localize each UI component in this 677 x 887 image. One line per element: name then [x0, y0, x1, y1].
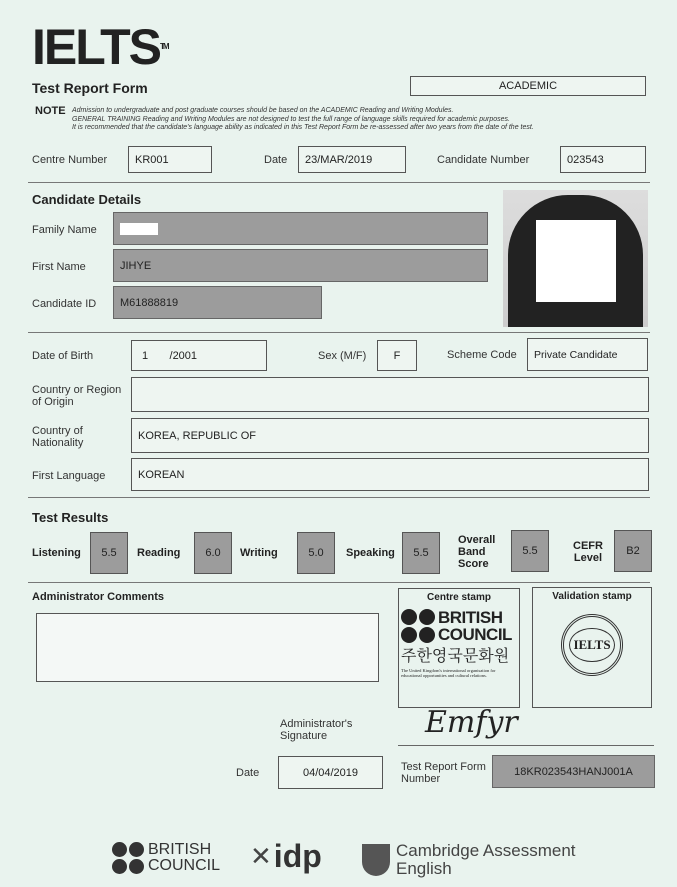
divider — [28, 332, 650, 333]
signature-line — [398, 745, 654, 746]
divider — [28, 182, 650, 183]
bc-dots-icon — [401, 609, 435, 643]
overall-score: 5.5 — [511, 530, 549, 572]
candidate-photo — [503, 190, 648, 327]
note-line: Admission to undergraduate and post graduate courses should be based on the ACADEMIC Reading and Writing Modules. — [72, 107, 454, 114]
candidate-id: M61888819 — [113, 286, 322, 319]
issue-date: 04/04/2019 — [278, 756, 383, 789]
first-name-label: First Name — [32, 261, 86, 273]
cefr-label: CEFR Level — [573, 540, 603, 564]
first-name: JIHYE — [113, 249, 488, 282]
centre-number-label: Centre Number — [32, 154, 108, 166]
note-label: NOTE — [35, 105, 66, 117]
seal-text: IELTS — [569, 628, 614, 662]
cambridge-shield-icon — [362, 844, 390, 876]
bc-korean: 주한영국문화원 — [401, 646, 510, 665]
british-council-stamp — [399, 609, 519, 643]
redacted-face — [536, 220, 616, 302]
module-box: ACADEMIC — [410, 76, 646, 96]
sex: F — [377, 340, 417, 371]
logo-text: IELTS — [32, 19, 160, 75]
country-of-origin — [131, 377, 649, 412]
candidate-id-label: Candidate ID — [32, 298, 97, 310]
listening-label: Listening — [32, 547, 81, 559]
divider — [28, 497, 650, 498]
bc-dots-icon — [112, 842, 144, 874]
bc-footer-text: BRITISH COUNCIL — [148, 841, 221, 874]
note-line: GENERAL TRAINING Reading and Writing Modules are not designed to test the full range of language skills required for academic purposes. — [72, 115, 510, 123]
listening-score: 5.5 — [90, 532, 128, 574]
ielts-logo — [32, 19, 168, 75]
bc-tagline: The United Kingdom's international organisation for educational opportunities and cultural relations. — [401, 668, 496, 678]
note-line: It is recommended that the candidate's language ability as indicated in this Test Report Form be re-assessed after two years from the date of the test. — [72, 124, 534, 131]
footer-cambridge-logo — [362, 842, 606, 878]
date-label: Date — [264, 154, 288, 166]
overall-label: Overall Band Score — [458, 534, 496, 570]
nationality-label: Country of Nationality — [32, 425, 84, 449]
signature-label: Administrator's Signature — [280, 718, 353, 742]
writing-score: 5.0 — [297, 532, 335, 574]
candidate-number: 023543 — [560, 146, 646, 173]
centre-stamp-box — [398, 588, 520, 708]
family-name-label: Family Name — [32, 224, 97, 236]
administrator-signature: Emfyr — [425, 705, 518, 740]
date-of-birth: 1 /2001 — [131, 340, 267, 371]
footer-british-council-logo — [112, 842, 228, 874]
scheme-code: Private Candidate — [527, 338, 648, 371]
nationality: KOREA, REPUBLIC OF — [131, 418, 649, 453]
speaking-score: 5.5 — [402, 532, 440, 574]
speaking-label: Speaking — [346, 547, 395, 559]
reading-score: 6.0 — [194, 532, 232, 574]
test-date: 23/MAR/2019 — [298, 146, 406, 173]
first-language-label: First Language — [32, 470, 106, 482]
issue-date-label: Date — [236, 767, 260, 779]
ielts-seal — [561, 614, 623, 676]
footer-idp-logo — [250, 838, 322, 875]
origin-label: Country or Region of Origin — [32, 384, 122, 408]
first-language: KOREAN — [131, 458, 649, 491]
centre-number: KR001 — [128, 146, 212, 173]
reading-label: Reading — [137, 547, 181, 559]
validation-stamp-box — [532, 587, 652, 708]
cefr-level: B2 — [614, 530, 652, 572]
note-text — [72, 107, 534, 133]
test-results-heading: Test Results — [32, 510, 109, 525]
form-title: Test Report Form — [32, 80, 148, 96]
dob-label: Date of Birth — [32, 350, 94, 362]
candidate-details-heading: Candidate Details — [32, 192, 142, 207]
trf-number-label: Test Report Form Number — [401, 761, 486, 785]
tm: TM — [159, 42, 168, 51]
idp-icon: ✕ — [250, 841, 272, 871]
trf-number: 18KR023543HANJ001A — [492, 755, 655, 788]
validation-stamp-label: Validation stamp — [552, 591, 632, 602]
scheme-code-label: Scheme Code — [447, 349, 517, 361]
redacted-name — [120, 223, 158, 235]
bc-text: BRITISH COUNCIL — [438, 608, 512, 644]
idp-text: idp — [273, 838, 322, 874]
writing-label: Writing — [240, 547, 278, 559]
admin-comments — [36, 613, 379, 682]
candidate-number-label: Candidate Number — [437, 154, 530, 166]
admin-comments-label: Administrator Comments — [32, 591, 165, 603]
sex-label: Sex (M/F) — [318, 350, 367, 362]
divider — [28, 582, 650, 583]
family-name — [113, 212, 488, 245]
centre-stamp-label: Centre stamp — [427, 592, 491, 603]
cambridge-text: Cambridge Assessment English — [396, 841, 576, 878]
